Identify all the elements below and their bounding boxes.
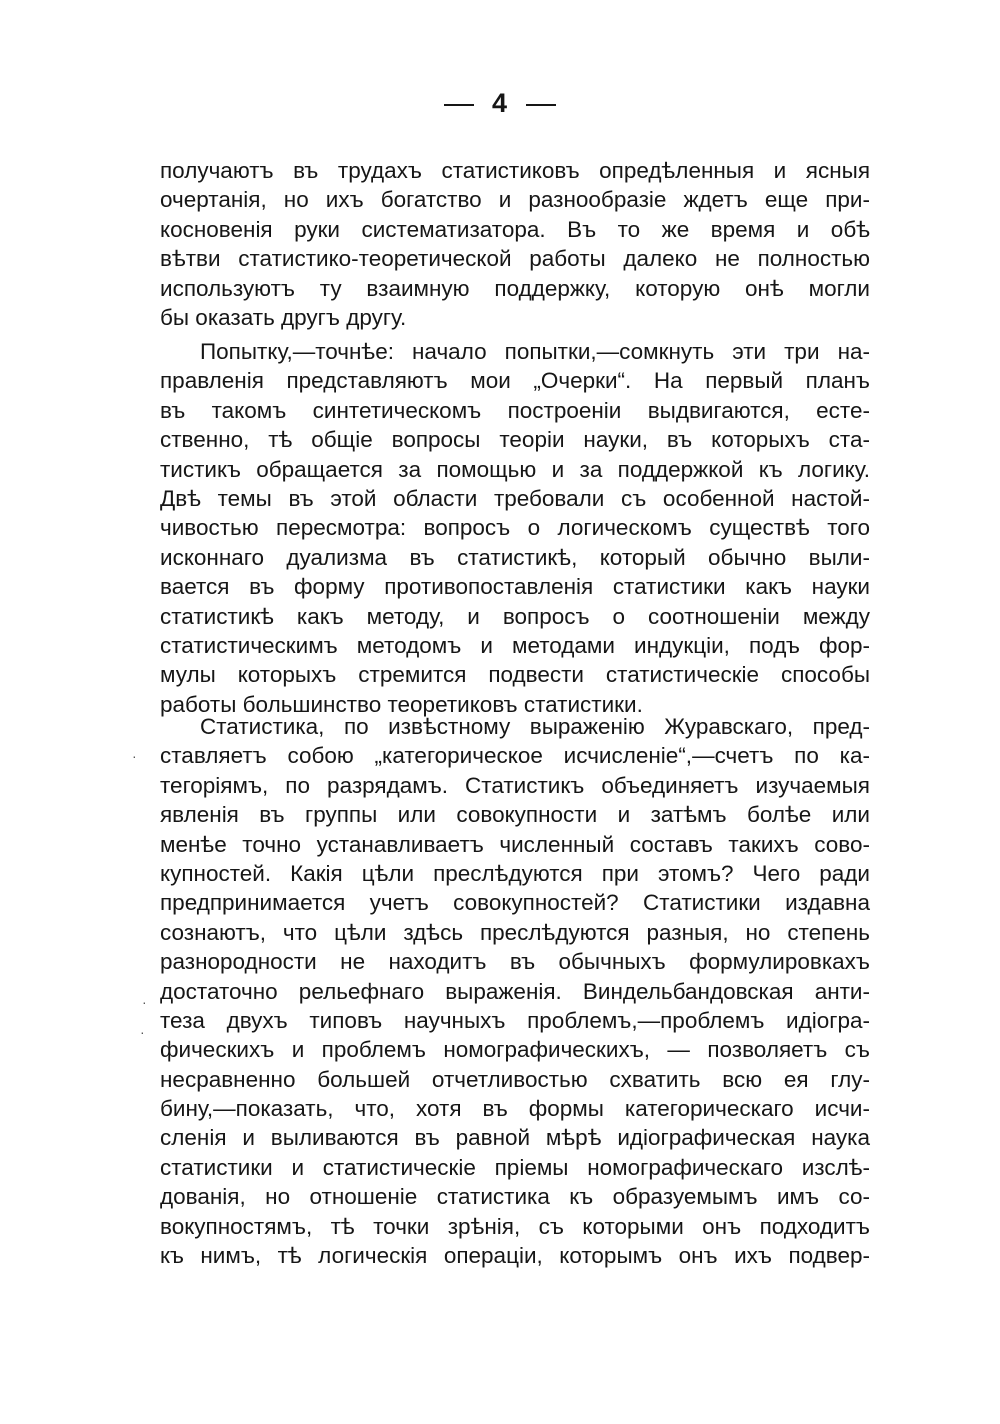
text-line: разнородности не находитъ въ обычныхъ формулировкахъ [160, 949, 870, 975]
text-line: менѣе точно устанавливаетъ численный составъ такихъ сово- [160, 831, 870, 857]
text-line: бы оказать другъ другу. [160, 304, 407, 330]
text-line: купностей. Какія цѣли преслѣдуются при этомъ? Чего ради [160, 860, 870, 886]
text-line: явленія въ группы или совокупности и затѣмъ болѣе или [160, 802, 870, 828]
text-line: правленія представляютъ мои „Очерки“. На первый планъ [160, 368, 870, 394]
text-line: предпринимается учетъ совокупностей? Статистики издавна [160, 890, 870, 916]
text-line: работы большинство теоретиковъ статистики. [160, 691, 643, 717]
text-line: несравненно большей отчетливостью схватить всю ея глу- [160, 1066, 870, 1092]
text-line: Статистика, по извѣстному выраженію Журавскаго, пред- [200, 714, 870, 739]
text-line: ственно, тѣ общіе вопросы теоріи науки, въ которыхъ ста- [160, 427, 870, 453]
text-line: сленія и выливаются въ равной мѣрѣ идіографическая наука [160, 1125, 870, 1151]
text-line: очертанія, но ихъ богатство и разнообразіе ждетъ еще при- [160, 187, 870, 213]
right-dash [526, 104, 556, 106]
paragraph-3 [160, 712, 870, 1270]
text-line: чивостью пересмотра: вопросъ о логическомъ существѣ того [160, 515, 870, 541]
text-line: дованія, но отношеніе статистика къ образуемымъ имъ со- [160, 1184, 870, 1210]
text-line: вается въ форму противопоставленія статистики какъ науки [160, 574, 870, 600]
text-line: къ нимъ, тѣ логическія операціи, которымъ онъ ихъ подвер- [160, 1243, 870, 1269]
text-line: Двѣ темы въ этой области требовали съ особенной настой- [160, 485, 870, 511]
left-dash [444, 104, 474, 106]
text-line: теза двухъ типовъ научныхъ проблемъ,—проблемъ идіогра- [160, 1007, 870, 1033]
paragraph-2 [160, 337, 870, 719]
text-line: ставляетъ собою „категорическое исчисленіе“,—счетъ по ка- [160, 743, 870, 769]
margin-speck: · [132, 748, 137, 764]
text-line: статистикѣ какъ методу, и вопросъ о соотношеніи между [160, 603, 870, 629]
page-number-header [0, 88, 1000, 119]
text-line: Попытку,—точнѣе: начало попытки,—сомкнуть эти три на- [200, 339, 870, 364]
text-line: вѣтви статистико-теоретической работы далеко не полностью [160, 246, 870, 272]
text-line: статистическимъ методомъ и методами индукціи, подъ фор- [160, 632, 870, 658]
margin-speck: · [142, 994, 147, 1010]
text-line: тегоріямъ, по разрядамъ. Статистикъ объединяетъ изучаемыя [160, 772, 870, 798]
text-line: косновенія руки систематизатора. Въ то же время и обѣ [160, 216, 870, 242]
text-line: вокупностямъ, тѣ точки зрѣнія, съ которыми онъ подходитъ [160, 1213, 870, 1239]
page-number: 4 [491, 88, 509, 118]
margin-speck: · [140, 1024, 145, 1040]
text-line: получаютъ въ трудахъ статистиковъ опредѣленныя и ясныя [160, 158, 870, 183]
text-line: достаточно рельефнаго выраженія. Виндельбандовская анти- [160, 978, 870, 1004]
text-line: въ такомъ синтетическомъ построеніи выдвигаются, есте- [160, 397, 870, 423]
text-line: бину,—показать, что, хотя въ формы категорическаго исчи- [160, 1096, 870, 1122]
text-line: тистикъ обращается за помощью и за поддержкой къ логику. [160, 456, 870, 482]
text-line: сознаютъ, что цѣли здѣсь преслѣдуются разныя, но степень [160, 919, 870, 945]
text-line: фическихъ и проблемъ номографическихъ, — позволяетъ съ [160, 1037, 870, 1063]
text-line: исконнаго дуализма въ статистикѣ, который обычно выли- [160, 544, 870, 570]
paragraph-1 [160, 156, 870, 332]
text-line: статистики и статистическіе пріемы номографическаго изслѣ- [160, 1154, 870, 1180]
text-line: мулы которыхъ стремится подвести статистическіе способы [160, 662, 870, 688]
text-line: используютъ ту взаимную поддержку, которую онѣ могли [160, 275, 870, 301]
